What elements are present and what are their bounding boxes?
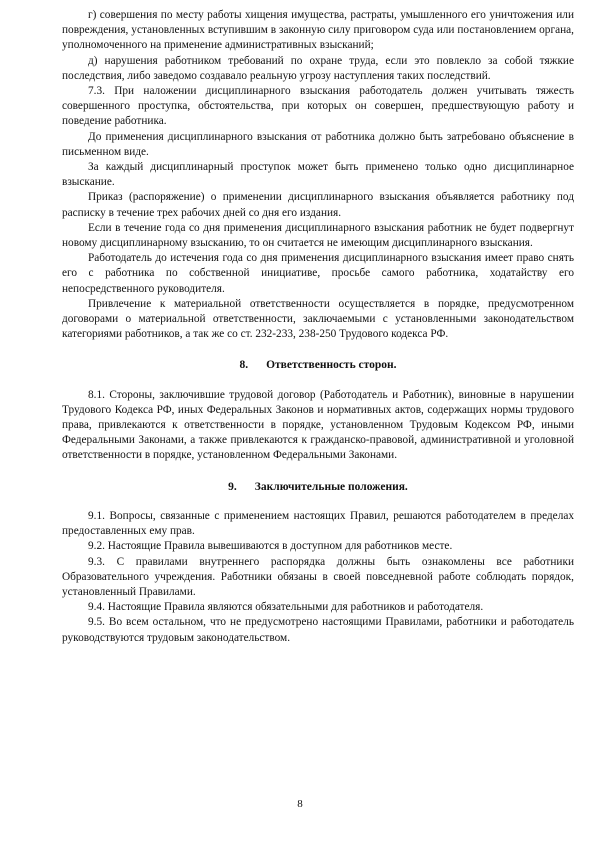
section-9-heading	[62, 480, 574, 495]
paragraph-9-5: 9.5. Во всем остальном, что не предусмотрено настоящими Правилами, работники и работодатель руководствуются трудовым законодательством.	[62, 616, 574, 644]
page-number: 8	[297, 798, 303, 810]
section-9-title: Заключительные положения.	[254, 480, 408, 493]
paragraph-one-year: Если в течение года со дня применения дисциплинарного взыскания работник не будет подвергнут новому дисциплинарному взысканию, то он считается не имеющим дисциплинарного взыскания.	[62, 221, 574, 250]
paragraph-order: Приказ (распоряжение) о применении дисциплинарного взыскания объявляется работнику под расписку в течение трех рабочих дней со дня его издания.	[62, 191, 574, 219]
paragraph-7-3: 7.3. При наложении дисциплинарного взыскания работодатель должен учитывать тяжесть совершенного проступка, обстоятельства, при которых он совершен, предшествующую работу и поведение работника.	[62, 85, 574, 128]
paragraph-9-4: 9.4. Настоящие Правила являются обязательными для работников и работодателя.	[88, 601, 484, 614]
paragraph-9-1: 9.1. Вопросы, связанные с применением настоящих Правил, решаются работодателем в пределах предоставленных ему прав.	[62, 509, 574, 538]
paragraph-9-2: 9.2. Настоящие Правила вывешиваются в доступном для работников месте.	[88, 540, 453, 553]
paragraph-explanation: До применения дисциплинарного взыскания от работника должно быть затребовано объяснение в письменном виде.	[62, 130, 574, 158]
section-8-title: Ответственность сторон.	[266, 359, 397, 372]
document-page	[62, 8, 574, 646]
paragraph-early-removal: Работодатель до истечения года со дня применения дисциплинарного взыскания имеет право снять его с работника по собственной инициативе, просьбе самого работника, ходатайству его непосредственного руководителя.	[62, 252, 574, 295]
paragraph-one-penalty: За каждый дисциплинарный проступок может быть применено только одно дисциплинарное взыскание.	[62, 161, 574, 189]
paragraph-material-liability: Привлечение к материальной ответственности осуществляется в порядке, предусмотренном договорами о материальной ответственности, заключаемыми с установленными законодательством категориями работников, а так же со ст. 232-233, 238-250 Трудового кодекса РФ.	[62, 297, 574, 341]
paragraph-7-2-g: г) совершения по месту работы хищения имущества, растраты, умышленного его уничтожения или повреждения, установленных вступившим в законную силу приговором суда или постановлением органа, уполномоченного на применение административных взысканий;	[62, 9, 574, 52]
paragraph-8-1: 8.1. Стороны, заключившие трудовой договор (Работодатель и Работник), виновные в нарушении Трудового Кодекса РФ, иных Федеральных Законов и нормативных актов, содержащих нормы трудового права, привлекаются к ответственности в порядке, установленном Трудовым Кодексом РФ, иными Федеральными Законами, а также привлекаются к гражданско-правовой, административной и уголовной ответственности в порядке, установленном Федеральными Законами.	[62, 388, 574, 462]
section-8-heading	[62, 358, 574, 373]
paragraph-9-3: 9.3. С правилами внутреннего распорядка должны быть ознакомлены все работники Образовательного учреждения. Работники обязаны в своей повседневной работе соблюдать порядок, установленный Правилами.	[62, 555, 574, 598]
paragraph-7-2-d: д) нарушения работником требований по охране труда, если это повлекло за собой тяжкие последствия, либо заведомо создавало реальную угрозу наступления таких последствий.	[62, 54, 574, 82]
section-8-number: 8.	[239, 359, 249, 372]
section-9-number: 9.	[228, 480, 237, 493]
